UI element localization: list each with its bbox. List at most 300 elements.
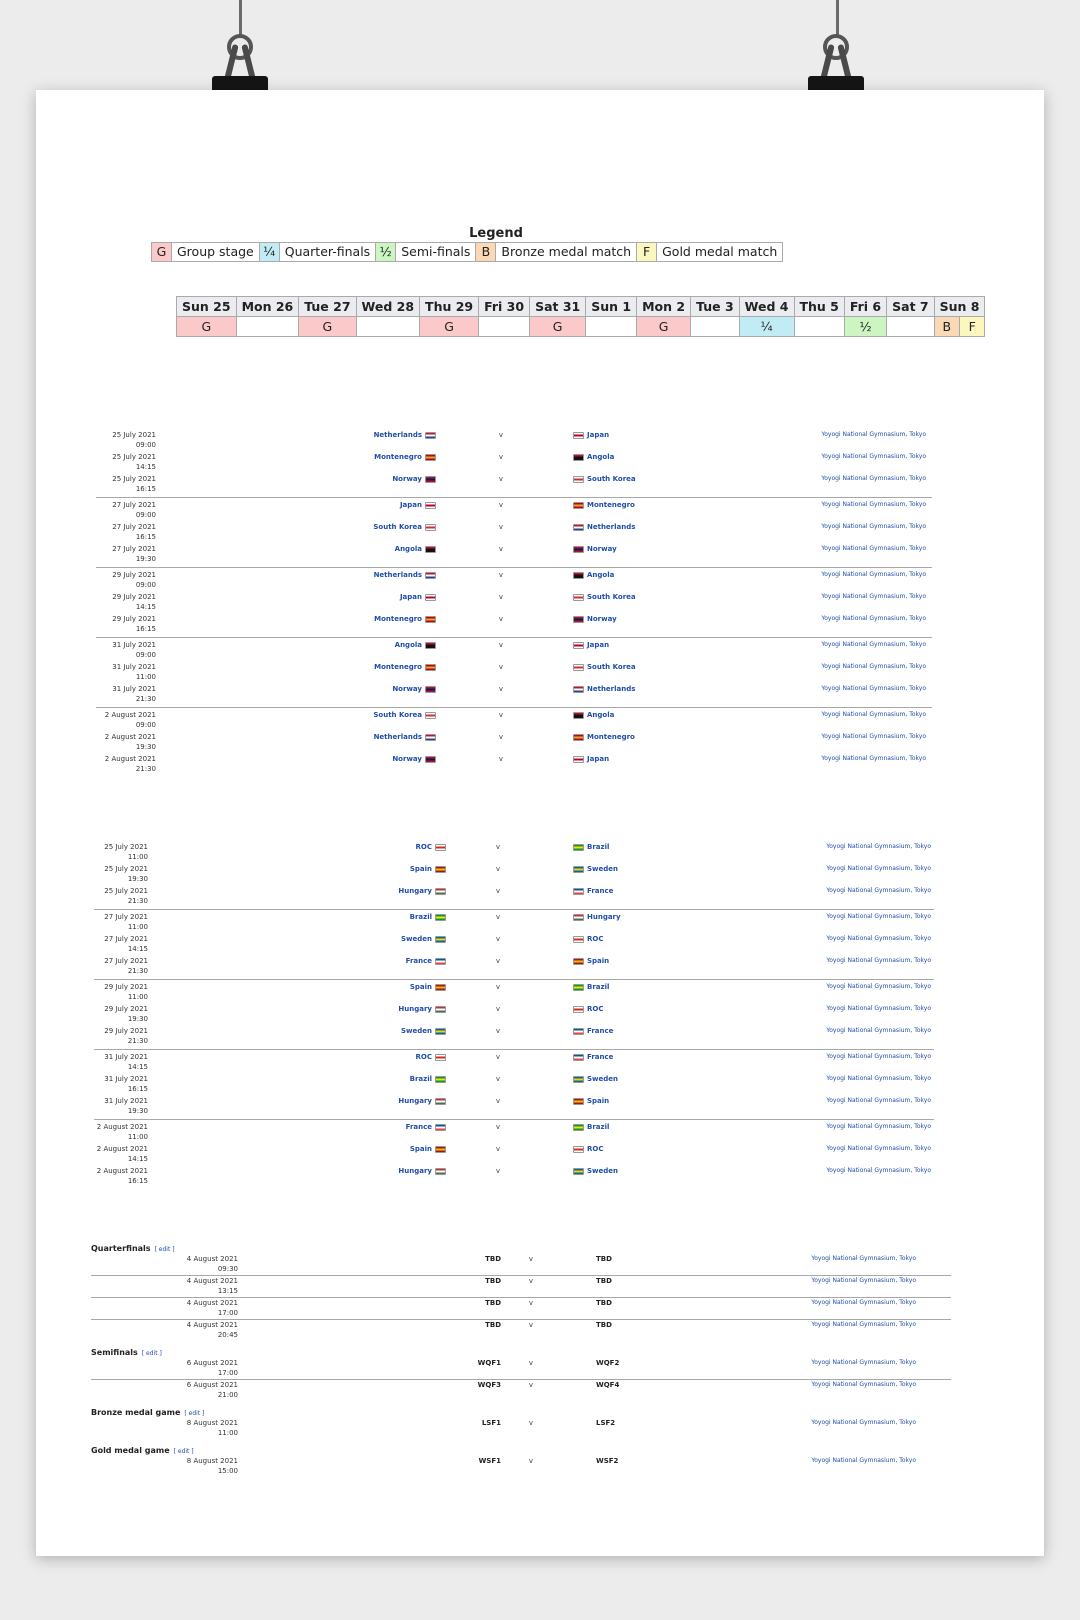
home-team[interactable]: [326, 640, 436, 650]
match-datetime: [88, 1004, 148, 1024]
away-team-name[interactable]: France: [587, 887, 614, 895]
match-time: 13:15: [217, 1287, 238, 1295]
match-time: 11:00: [127, 923, 148, 931]
home-team-name[interactable]: Hungary: [398, 1005, 432, 1013]
venue-link[interactable]: Yoyogi National Gymnasium, Tokyo: [821, 685, 926, 692]
flag-icon: [435, 984, 446, 991]
away-team-name[interactable]: Norway: [587, 615, 617, 623]
home-team[interactable]: [336, 1004, 446, 1014]
venue-link[interactable]: Yoyogi National Gymnasium, Tokyo: [826, 1145, 931, 1152]
edit-link[interactable]: [ edit ]: [141, 1350, 162, 1357]
venue-link[interactable]: Yoyogi National Gymnasium, Tokyo: [811, 1277, 916, 1284]
home-team[interactable]: [326, 474, 436, 484]
home-team-name[interactable]: Hungary: [398, 1167, 432, 1175]
away-team-name[interactable]: WQF2: [596, 1359, 620, 1367]
flag-icon: [573, 866, 584, 873]
versus-label: v: [495, 1075, 501, 1083]
match-row: [36, 570, 1044, 592]
knockout-section-heading: [91, 1408, 204, 1417]
schedule-day-cell: [586, 317, 637, 337]
away-team[interactable]: [573, 474, 713, 484]
versus-label: v: [495, 1123, 501, 1131]
home-team-name[interactable]: WQF3: [477, 1381, 501, 1389]
away-team[interactable]: [573, 732, 713, 742]
flag-icon: [573, 1168, 584, 1175]
match-row: [36, 474, 1044, 496]
match-date: 2 August 2021: [104, 755, 156, 763]
match-time: 17:00: [217, 1369, 238, 1377]
away-team[interactable]: [573, 1144, 713, 1154]
away-team-name[interactable]: TBD: [596, 1277, 612, 1285]
schedule-day-header: Tue 27: [299, 297, 356, 317]
home-team[interactable]: [336, 1122, 446, 1132]
match-datetime: [96, 500, 156, 520]
home-team-name[interactable]: Spain: [409, 865, 432, 873]
home-team[interactable]: [336, 864, 446, 874]
legend-label: Semi-finals: [396, 243, 476, 261]
match-time: 21:30: [135, 765, 156, 773]
match-datetime: [176, 1298, 238, 1318]
schedule-day-header: Thu 5: [794, 297, 844, 317]
home-team-name[interactable]: Netherlands: [373, 431, 422, 439]
schedule-day-cell: [236, 317, 299, 337]
flag-icon: [573, 1098, 584, 1105]
flag-icon: [425, 734, 436, 741]
venue-link[interactable]: Yoyogi National Gymnasium, Tokyo: [826, 887, 931, 894]
legend: [151, 242, 783, 262]
away-team[interactable]: [573, 956, 713, 966]
venue-link[interactable]: Yoyogi National Gymnasium, Tokyo: [811, 1419, 916, 1426]
venue-link[interactable]: Yoyogi National Gymnasium, Tokyo: [826, 843, 931, 850]
home-team-name[interactable]: South Korea: [373, 523, 422, 531]
away-team[interactable]: [573, 662, 713, 672]
match-date: 4 August 2021: [186, 1277, 238, 1285]
match-datetime: [176, 1254, 238, 1274]
away-team-name[interactable]: South Korea: [587, 593, 636, 601]
flag-icon: [435, 1168, 446, 1175]
away-team[interactable]: [573, 1122, 713, 1132]
away-team-name[interactable]: Brazil: [587, 1123, 610, 1131]
schedule-day-cell: [887, 317, 934, 337]
home-team[interactable]: [336, 1096, 446, 1106]
away-team-name[interactable]: Japan: [587, 641, 610, 649]
home-team[interactable]: [326, 522, 436, 532]
home-team[interactable]: [326, 684, 436, 694]
match-time: 21:30: [135, 695, 156, 703]
venue-link[interactable]: Yoyogi National Gymnasium, Tokyo: [811, 1381, 916, 1388]
match-datetime: [88, 1166, 148, 1186]
match-date: 27 July 2021: [104, 957, 148, 965]
schedule-day-header: Sun 25: [177, 297, 237, 317]
venue-link[interactable]: Yoyogi National Gymnasium, Tokyo: [826, 1053, 931, 1060]
away-team-name[interactable]: Montenegro: [587, 501, 635, 509]
versus-label: v: [498, 711, 504, 719]
schedule-day-header: Sun 1: [586, 297, 637, 317]
home-team[interactable]: [336, 1166, 446, 1176]
away-team-name[interactable]: Montenegro: [587, 733, 635, 741]
flag-icon: [425, 432, 436, 439]
venue-link[interactable]: Yoyogi National Gymnasium, Tokyo: [821, 641, 926, 648]
away-team[interactable]: [573, 544, 713, 554]
home-team[interactable]: [336, 1052, 446, 1062]
home-team-name[interactable]: Norway: [392, 685, 422, 693]
venue-link[interactable]: Yoyogi National Gymnasium, Tokyo: [821, 615, 926, 622]
home-team-name[interactable]: WSF1: [478, 1457, 501, 1465]
home-team-name[interactable]: Japan: [399, 593, 422, 601]
flag-icon: [425, 594, 436, 601]
away-team-name[interactable]: Sweden: [587, 1167, 618, 1175]
match-date: 4 August 2021: [186, 1321, 238, 1329]
away-team[interactable]: [573, 1096, 713, 1106]
home-team[interactable]: [336, 842, 446, 852]
schedule-table: [176, 296, 985, 337]
schedule-day-header: Fri 30: [479, 297, 530, 317]
away-team[interactable]: [573, 864, 713, 874]
venue-link[interactable]: Yoyogi National Gymnasium, Tokyo: [821, 501, 926, 508]
away-team-name[interactable]: WSF2: [596, 1457, 619, 1465]
away-team-name[interactable]: South Korea: [587, 663, 636, 671]
match-time: 11:00: [135, 673, 156, 681]
legend-badge: G: [152, 243, 172, 261]
away-team-name[interactable]: ROC: [587, 1005, 604, 1013]
away-team[interactable]: [573, 912, 713, 922]
away-team-name[interactable]: ROC: [587, 1145, 604, 1153]
home-team[interactable]: [326, 544, 436, 554]
versus-label: v: [498, 453, 504, 461]
venue-link[interactable]: Yoyogi National Gymnasium, Tokyo: [821, 523, 926, 530]
match-time: 20:45: [217, 1331, 238, 1339]
home-team-name[interactable]: ROC: [415, 843, 432, 851]
away-team-name[interactable]: TBD: [596, 1321, 612, 1329]
home-team[interactable]: [336, 1144, 446, 1154]
venue-link[interactable]: Yoyogi National Gymnasium, Tokyo: [826, 957, 931, 964]
flag-icon: [573, 984, 584, 991]
venue-link[interactable]: Yoyogi National Gymnasium, Tokyo: [826, 865, 931, 872]
home-team[interactable]: [326, 710, 436, 720]
schedule-stage-marker: B: [935, 317, 959, 336]
schedule-day-header: Mon 26: [236, 297, 299, 317]
away-team[interactable]: [573, 1052, 713, 1062]
schedule-day-cell: [794, 317, 844, 337]
home-team-name[interactable]: Sweden: [401, 935, 432, 943]
home-team[interactable]: [326, 662, 436, 672]
flag-icon: [573, 572, 584, 579]
home-team-name[interactable]: Brazil: [409, 1075, 432, 1083]
match-row: [36, 614, 1044, 636]
home-team[interactable]: [326, 570, 436, 580]
flag-icon: [435, 844, 446, 851]
venue-link[interactable]: Yoyogi National Gymnasium, Tokyo: [811, 1321, 916, 1328]
matchday-divider: [96, 567, 932, 568]
match-datetime: [88, 1144, 148, 1164]
away-team[interactable]: [573, 1074, 713, 1084]
away-team-name[interactable]: Netherlands: [587, 523, 636, 531]
away-team-name[interactable]: Spain: [587, 957, 610, 965]
away-team-name[interactable]: Angola: [587, 711, 615, 719]
venue-link[interactable]: Yoyogi National Gymnasium, Tokyo: [826, 1027, 931, 1034]
venue-link[interactable]: Yoyogi National Gymnasium, Tokyo: [826, 913, 931, 920]
edit-link[interactable]: [ edit ]: [184, 1410, 205, 1417]
home-team[interactable]: [326, 452, 436, 462]
home-team-name[interactable]: Brazil: [409, 913, 432, 921]
match-time: 09:00: [135, 441, 156, 449]
home-team-name[interactable]: Japan: [399, 501, 422, 509]
match-datetime: [88, 982, 148, 1002]
home-team[interactable]: [326, 614, 436, 624]
versus-label: v: [495, 865, 501, 873]
venue-link[interactable]: Yoyogi National Gymnasium, Tokyo: [811, 1299, 916, 1306]
venue-link[interactable]: Yoyogi National Gymnasium, Tokyo: [811, 1359, 916, 1366]
edit-link[interactable]: [ edit ]: [154, 1246, 175, 1253]
away-team-name[interactable]: Spain: [587, 1097, 610, 1105]
schedule-header-row: [177, 297, 985, 317]
away-team[interactable]: [573, 640, 713, 650]
venue-link[interactable]: Yoyogi National Gymnasium, Tokyo: [821, 431, 926, 438]
match-time: 19:30: [127, 1015, 148, 1023]
knockout-section-heading: [91, 1348, 162, 1357]
knockout-match-row: [36, 1298, 1044, 1320]
home-team[interactable]: [336, 956, 446, 966]
home-team-name[interactable]: Montenegro: [374, 453, 422, 461]
home-team-name[interactable]: Norway: [392, 475, 422, 483]
away-team-name[interactable]: Japan: [587, 755, 610, 763]
schedule-day-cell: [356, 317, 420, 337]
match-row: [36, 864, 1044, 886]
home-team[interactable]: [336, 912, 446, 922]
home-team-name[interactable]: ROC: [415, 1053, 432, 1061]
venue-link[interactable]: Yoyogi National Gymnasium, Tokyo: [826, 1097, 931, 1104]
match-date: 29 July 2021: [104, 1027, 148, 1035]
venue-link[interactable]: Yoyogi National Gymnasium, Tokyo: [811, 1255, 916, 1262]
flag-icon: [425, 572, 436, 579]
home-team-name[interactable]: TBD: [485, 1299, 501, 1307]
away-team[interactable]: [573, 1166, 713, 1176]
match-date: 2 August 2021: [104, 711, 156, 719]
venue-link[interactable]: Yoyogi National Gymnasium, Tokyo: [821, 545, 926, 552]
match-datetime: [88, 1122, 148, 1142]
schedule-day-cell: [479, 317, 530, 337]
schedule-day-cell: G: [299, 317, 356, 337]
knockout-match-row: [36, 1320, 1044, 1342]
home-team-name[interactable]: Hungary: [398, 1097, 432, 1105]
away-team-name[interactable]: Sweden: [587, 1075, 618, 1083]
venue-link[interactable]: Yoyogi National Gymnasium, Tokyo: [821, 475, 926, 482]
home-team[interactable]: [336, 886, 446, 896]
away-team-name[interactable]: TBD: [596, 1299, 612, 1307]
match-date: 25 July 2021: [112, 431, 156, 439]
away-team[interactable]: [573, 842, 713, 852]
schedule-day-header: Wed 28: [356, 297, 420, 317]
flag-icon: [573, 1076, 584, 1083]
match-row: [36, 500, 1044, 522]
away-team-name[interactable]: Netherlands: [587, 685, 636, 693]
match-row: [36, 1052, 1044, 1074]
flag-icon: [573, 756, 584, 763]
away-team[interactable]: [573, 500, 713, 510]
match-date: 27 July 2021: [104, 913, 148, 921]
away-team-name[interactable]: Angola: [587, 453, 615, 461]
away-team[interactable]: [573, 710, 713, 720]
away-team-name[interactable]: Norway: [587, 545, 617, 553]
legend-label: Bronze medal match: [496, 243, 637, 261]
schedule-day-header: Sat 7: [887, 297, 934, 317]
venue-link[interactable]: Yoyogi National Gymnasium, Tokyo: [826, 935, 931, 942]
venue-link[interactable]: Yoyogi National Gymnasium, Tokyo: [811, 1457, 916, 1464]
match-time: 16:15: [135, 625, 156, 633]
away-team[interactable]: [573, 684, 713, 694]
match-time: 21:00: [217, 1391, 238, 1399]
venue-link[interactable]: Yoyogi National Gymnasium, Tokyo: [826, 1005, 931, 1012]
away-team[interactable]: [573, 592, 713, 602]
home-team[interactable]: [336, 982, 446, 992]
match-date: 27 July 2021: [104, 935, 148, 943]
match-date: 2 August 2021: [104, 733, 156, 741]
home-team[interactable]: [326, 500, 436, 510]
away-team[interactable]: [573, 982, 713, 992]
versus-label: v: [528, 1359, 534, 1367]
venue-link[interactable]: Yoyogi National Gymnasium, Tokyo: [821, 571, 926, 578]
versus-label: v: [498, 733, 504, 741]
match-datetime: [176, 1276, 238, 1296]
away-team-name[interactable]: France: [587, 1027, 614, 1035]
away-team[interactable]: [573, 886, 713, 896]
venue-link[interactable]: Yoyogi National Gymnasium, Tokyo: [826, 1123, 931, 1130]
flag-icon: [573, 958, 584, 965]
flag-icon: [425, 712, 436, 719]
away-team[interactable]: [573, 452, 713, 462]
away-team-name[interactable]: Angola: [587, 571, 615, 579]
away-team[interactable]: [573, 934, 713, 944]
venue-link[interactable]: Yoyogi National Gymnasium, Tokyo: [821, 593, 926, 600]
knockout-match-row: [36, 1254, 1044, 1276]
schedule-day-cell: [691, 317, 740, 337]
away-team[interactable]: [573, 1026, 713, 1036]
venue-link[interactable]: Yoyogi National Gymnasium, Tokyo: [821, 733, 926, 740]
flag-icon: [573, 432, 584, 439]
flag-icon: [573, 546, 584, 553]
home-team-name[interactable]: Netherlands: [373, 733, 422, 741]
home-team[interactable]: [326, 732, 436, 742]
versus-label: v: [528, 1299, 534, 1307]
home-team-name[interactable]: Montenegro: [374, 615, 422, 623]
match-time: 21:30: [127, 1037, 148, 1045]
home-team-name[interactable]: Spain: [409, 1145, 432, 1153]
match-datetime: [96, 614, 156, 634]
match-date: 29 July 2021: [112, 593, 156, 601]
match-date: 8 August 2021: [186, 1419, 238, 1427]
match-time: 19:30: [127, 1107, 148, 1115]
venue-link[interactable]: Yoyogi National Gymnasium, Tokyo: [826, 1075, 931, 1082]
away-team[interactable]: [573, 1004, 713, 1014]
knockout-section-heading: [91, 1446, 194, 1455]
home-team-name[interactable]: South Korea: [373, 711, 422, 719]
away-team[interactable]: [573, 754, 713, 764]
home-team[interactable]: [326, 592, 436, 602]
home-team-name[interactable]: Norway: [392, 755, 422, 763]
venue-link[interactable]: Yoyogi National Gymnasium, Tokyo: [821, 663, 926, 670]
away-team-name[interactable]: ROC: [587, 935, 604, 943]
versus-label: v: [495, 1027, 501, 1035]
flag-icon: [573, 936, 584, 943]
home-team-name[interactable]: TBD: [485, 1321, 501, 1329]
away-team[interactable]: [573, 614, 713, 624]
away-team-name[interactable]: France: [587, 1053, 614, 1061]
venue-link[interactable]: Yoyogi National Gymnasium, Tokyo: [821, 755, 926, 762]
home-team[interactable]: [336, 1026, 446, 1036]
match-datetime: [96, 710, 156, 730]
home-team-name[interactable]: Angola: [394, 545, 422, 553]
match-date: 29 July 2021: [112, 571, 156, 579]
match-datetime: [96, 544, 156, 564]
home-team[interactable]: [326, 754, 436, 764]
home-team-name[interactable]: France: [405, 1123, 432, 1131]
schedule-day-header: Wed 4: [739, 297, 794, 317]
home-team[interactable]: [336, 1074, 446, 1084]
venue-link[interactable]: Yoyogi National Gymnasium, Tokyo: [821, 453, 926, 460]
schedule-day-header: Sun 8: [934, 297, 985, 317]
home-team-name[interactable]: WQF1: [477, 1359, 501, 1367]
schedule-day-header: Mon 2: [637, 297, 691, 317]
away-team[interactable]: [573, 430, 713, 440]
flag-icon: [435, 1076, 446, 1083]
away-team-name[interactable]: South Korea: [587, 475, 636, 483]
away-team-name[interactable]: LSF2: [596, 1419, 616, 1427]
venue-link[interactable]: Yoyogi National Gymnasium, Tokyo: [826, 1167, 931, 1174]
venue-link[interactable]: Yoyogi National Gymnasium, Tokyo: [826, 983, 931, 990]
flag-icon: [573, 712, 584, 719]
match-time: 14:15: [127, 1155, 148, 1163]
home-team-name[interactable]: Angola: [394, 641, 422, 649]
flag-icon: [573, 642, 584, 649]
away-team-name[interactable]: Japan: [587, 431, 610, 439]
home-team-name[interactable]: Spain: [409, 983, 432, 991]
home-team-name[interactable]: Montenegro: [374, 663, 422, 671]
away-team[interactable]: [573, 522, 713, 532]
home-team-name[interactable]: Netherlands: [373, 571, 422, 579]
match-time: 16:15: [127, 1085, 148, 1093]
match-datetime: [176, 1358, 238, 1378]
venue-link[interactable]: Yoyogi National Gymnasium, Tokyo: [821, 711, 926, 718]
home-team[interactable]: [336, 934, 446, 944]
home-team-name[interactable]: TBD: [485, 1255, 501, 1263]
away-team-name[interactable]: Sweden: [587, 865, 618, 873]
away-team[interactable]: [573, 570, 713, 580]
match-row: [36, 452, 1044, 474]
match-date: 27 July 2021: [112, 545, 156, 553]
match-time: 09:00: [135, 511, 156, 519]
match-datetime: [176, 1320, 238, 1340]
home-team-name[interactable]: France: [405, 957, 432, 965]
edit-link[interactable]: [ edit ]: [173, 1448, 194, 1455]
flag-icon: [435, 1054, 446, 1061]
away-team-name[interactable]: WQF4: [596, 1381, 620, 1389]
home-team-name[interactable]: LSF1: [481, 1419, 501, 1427]
home-team-name[interactable]: Sweden: [401, 1027, 432, 1035]
away-team-name[interactable]: Brazil: [587, 983, 610, 991]
flag-icon: [573, 594, 584, 601]
match-datetime: [88, 934, 148, 954]
legend-label: Group stage: [172, 243, 260, 261]
match-time: 11:00: [217, 1429, 238, 1437]
home-team[interactable]: [326, 430, 436, 440]
flag-icon: [425, 756, 436, 763]
away-team-name[interactable]: Hungary: [587, 913, 621, 921]
flag-icon: [435, 1006, 446, 1013]
home-team-name[interactable]: Hungary: [398, 887, 432, 895]
away-team-name[interactable]: TBD: [596, 1255, 612, 1263]
away-team-name[interactable]: Brazil: [587, 843, 610, 851]
home-team-name[interactable]: TBD: [485, 1277, 501, 1285]
